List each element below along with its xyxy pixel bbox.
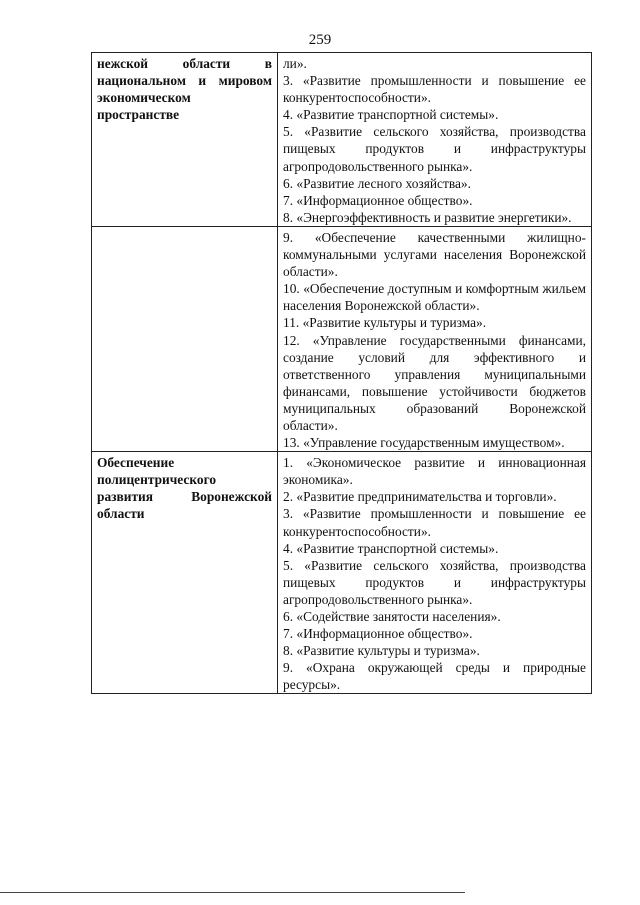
programs-cell (278, 452, 592, 694)
program-item: 4. «Развитие транспортной системы». (283, 540, 499, 556)
programs-table (91, 52, 592, 694)
program-item: 11. «Развитие культуры и туризма». (283, 315, 487, 331)
direction-cell: Обеспечение полицентрического развития Воронежской области (92, 452, 278, 694)
direction-cell (92, 226, 278, 451)
table-row (92, 53, 592, 227)
program-item: 9. «Обеспечение качественными жилищно-коммунальными услугами населения Воронежской области». (283, 229, 586, 280)
program-item: 3. «Развитие промышленности и повышение ее конкурентоспособности». (283, 73, 586, 106)
program-item: 9. «Охрана окружающей среды и природные ресурсы». (283, 660, 586, 693)
direction-cell: нежской области в национальном и мировом экономическом пространстве (92, 53, 278, 227)
program-item: 8. «Энергоэффективность и развитие энергетики». (283, 209, 572, 225)
table-row (92, 452, 592, 694)
program-item: 5. «Развитие сельского хозяйства, производства пищевых продуктов и инфраструктуры агропродовольственного рынка». (283, 124, 586, 174)
program-item: 6. «Содействие занятости населения». (283, 609, 501, 624)
program-item: 8. «Развитие культуры и туризма». (283, 643, 480, 659)
program-item: 7. «Информационное общество». (283, 626, 473, 642)
program-item: 12. «Управление государственными финансами, создание условий для эффективного и ответственного управления муниципальными финансами, повышение устойчивости бюджетов муниципальных образований Воронежской области». (283, 332, 586, 433)
programs-cell (278, 226, 592, 451)
program-item: 13. «Управление государственным имуществом». (283, 435, 565, 451)
program-item: 6. «Развитие лесного хозяйства». (283, 175, 471, 191)
programs-cell (278, 53, 592, 227)
program-item: 4. «Развитие транспортной системы». (283, 107, 499, 123)
program-item: 10. «Обеспечение доступным и комфортным жильем населения Воронежской области». (283, 281, 586, 314)
program-item: ли». (283, 56, 307, 71)
table-row (92, 226, 592, 451)
program-item: 1. «Экономическое развитие и инновационная экономика». (283, 455, 586, 488)
program-item: 2. «Развитие предпринимательства и торговли». (283, 489, 557, 505)
page-number: 259 (308, 32, 332, 48)
program-item: 5. «Развитие сельского хозяйства, производства пищевых продуктов и инфраструктуры агропродовольственного рынка». (283, 557, 586, 607)
program-item: 7. «Информационное общество». (283, 192, 473, 208)
program-item: 3. «Развитие промышленности и повышение ее конкурентоспособности». (283, 506, 586, 539)
footnote-separator (0, 892, 465, 893)
